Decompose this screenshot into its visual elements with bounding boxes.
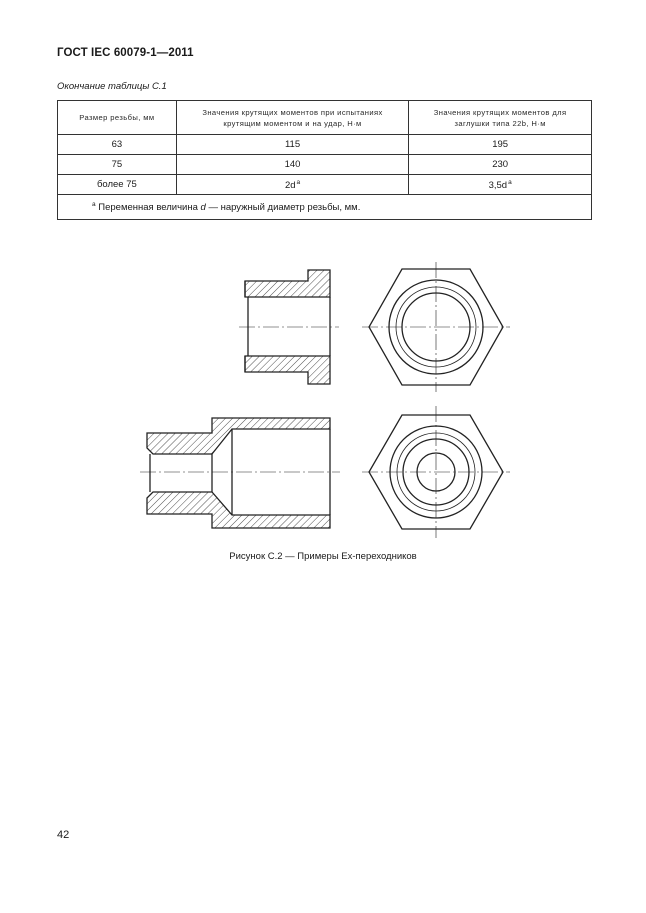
figure-caption: Рисунок С.2 — Примеры Ex-переходников <box>229 551 417 562</box>
cell-test-torque: $2d^a$ <box>176 175 409 195</box>
cell-plug-torque: 230 <box>409 155 592 175</box>
footnote-marker: a <box>92 201 96 208</box>
footnote-ref: a <box>508 178 512 186</box>
table-caption: Окончание таблицы С.1 <box>57 81 167 92</box>
adapter-2-section-view <box>140 418 340 528</box>
page-number: 42 <box>57 829 70 841</box>
table-footnote: $^a$ Переменная величина d — наружный диаметр резьбы, мм. <box>58 195 592 220</box>
cell-plug-torque: $3,5d^a$ <box>409 175 592 195</box>
cell-thread-size: 75 <box>58 155 177 175</box>
column-header-test-torque: Значения крутящих моментов при испытаниях крутящим моментом и на удар, Н·м <box>176 101 409 135</box>
cell-thread-size: 63 <box>58 135 177 155</box>
cell-plug-torque: 195 <box>409 135 592 155</box>
cell-test-torque: 140 <box>176 155 409 175</box>
column-header-plug-torque: Значения крутящих моментов для заглушки типа 22b, Н·м <box>409 101 592 135</box>
footnote-variable: d <box>200 202 206 213</box>
adapter-1-hex-end-view <box>362 262 510 392</box>
column-header-thread-size: Размер резьбы, мм <box>58 101 177 135</box>
document-header: ГОСТ IEC 60079-1—2011 <box>57 47 194 59</box>
cell-test-torque: 115 <box>176 135 409 155</box>
adapter-2-hex-end-view <box>362 406 510 538</box>
cell-thread-size: более 75 <box>58 175 177 195</box>
adapter-1-section-view <box>239 270 339 384</box>
footnote-ref: a <box>296 178 301 186</box>
